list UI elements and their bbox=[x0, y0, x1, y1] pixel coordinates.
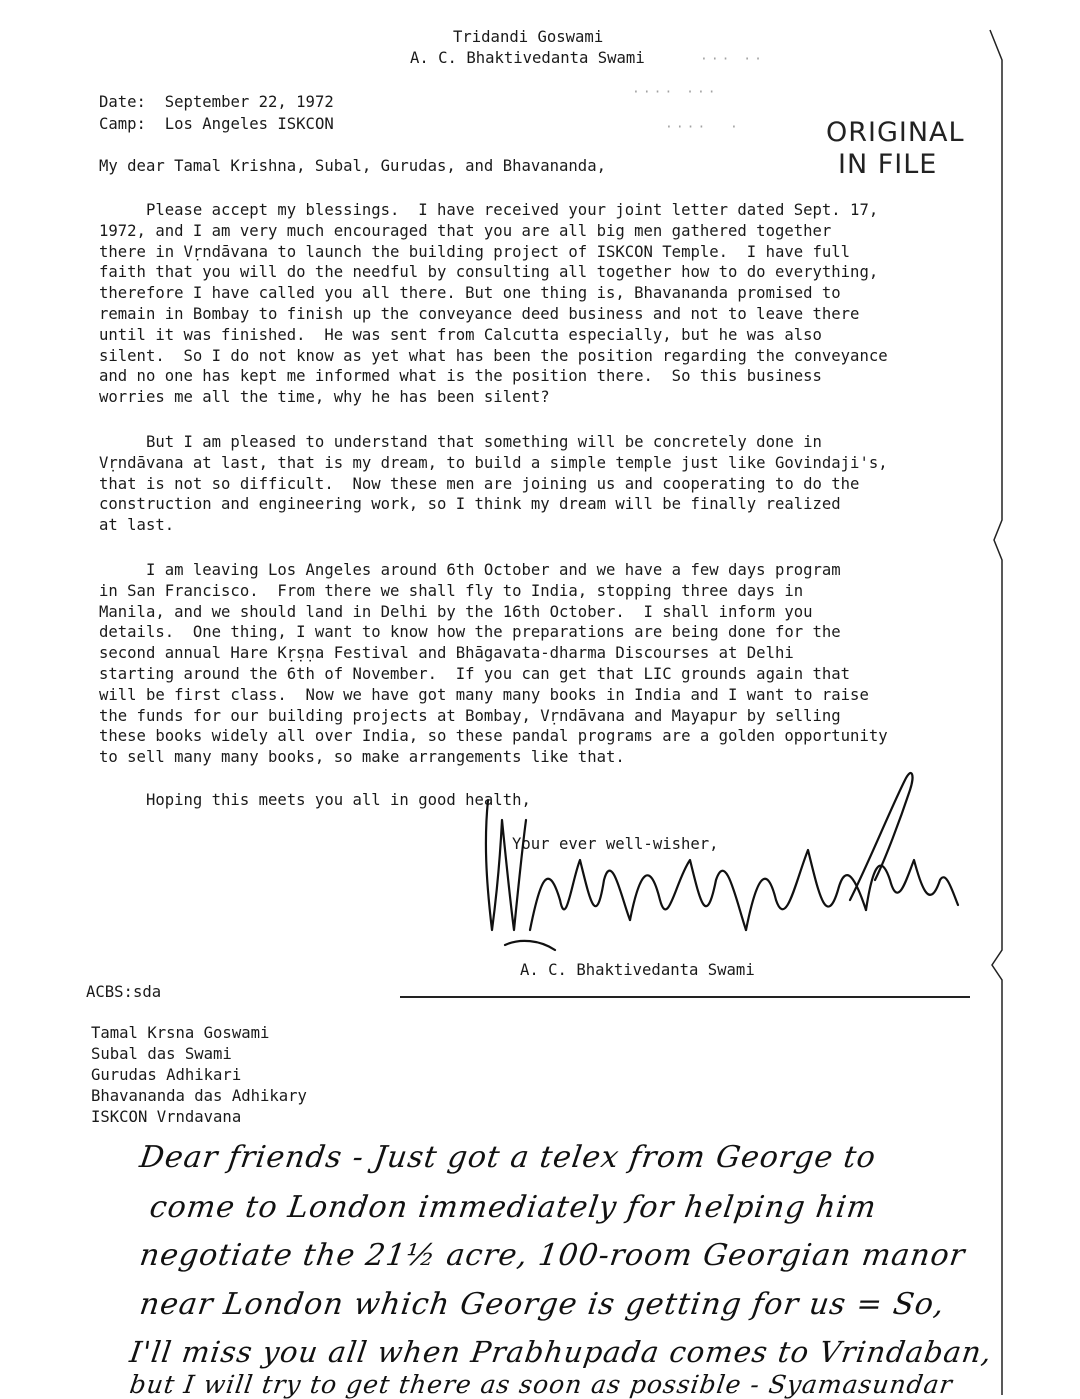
faded-stamp-mark: ···· ··· bbox=[632, 85, 719, 100]
cc-item: Tamal Krsna Goswami bbox=[91, 1024, 270, 1042]
closing-line: Hoping this meets you all in good health, bbox=[99, 791, 531, 809]
faded-stamp-mark: ··· ·· bbox=[700, 52, 765, 67]
cc-item: Subal das Swami bbox=[91, 1045, 232, 1063]
initials: ACBS:sda bbox=[86, 983, 162, 1001]
text-line: and no one has kept me informed what is the position there. So this business bbox=[99, 367, 822, 386]
text-line: I am leaving Los Angeles around 6th October and we have a few days program bbox=[99, 561, 841, 579]
handwritten-line: near London which George is getting for us = So, bbox=[137, 1287, 947, 1322]
handwritten-line: but I will try to get there as soon as possible - Syamasundar bbox=[127, 1370, 955, 1399]
text-line: 1972, and I am very much encouraged that you are all big men gathered together bbox=[99, 221, 832, 240]
text-line: therefore I have called you all there. But one thing is, Bhavananda promised to bbox=[99, 284, 841, 303]
handwritten-line: come to London immediately for helping him bbox=[147, 1190, 879, 1225]
text-line: Manila, and we should land in Delhi by the 16th October. I shall inform you bbox=[99, 602, 813, 621]
handwritten-line: Dear friends - Just got a telex from George to bbox=[137, 1140, 879, 1175]
text-line: at last. bbox=[99, 516, 175, 535]
text-line: Please accept my blessings. I have received your joint letter dated Sept. 17, bbox=[99, 201, 879, 219]
text-line: will be first class. Now we have got many many books in India and I want to raise bbox=[99, 685, 869, 704]
text-line: details. One thing, I want to know how the preparations are being done for the bbox=[99, 623, 841, 642]
text-line: silent. So I do not know as yet what has been the position regarding the conveyance bbox=[99, 346, 888, 365]
text-line: to sell many many books, so make arrangements like that. bbox=[99, 748, 625, 767]
valediction: Your ever well-wisher, bbox=[512, 835, 719, 853]
text-line: the funds for our building projects at Bombay, Vṛndāvana and Mayapur by selling bbox=[99, 706, 841, 725]
camp-value: Los Angeles ISKCON bbox=[164, 115, 334, 133]
camp-label: Camp: bbox=[99, 115, 146, 133]
text-line: there in Vṛndāvana to launch the building project of ISKCON Temple. I have full bbox=[99, 242, 851, 261]
text-line: construction and engineering work, so I think my dream will be finally realized bbox=[99, 495, 841, 514]
handwritten-line: negotiate the 21½ acre, 100-room Georgian manor bbox=[137, 1238, 968, 1273]
text-line: that is not so difficult. Now these men are joining us and cooperating to do the bbox=[99, 474, 860, 493]
text-line: starting around the 6th of November. If you can get that LIC grounds again that bbox=[99, 664, 851, 683]
cc-item: ISKCON Vrndavana bbox=[91, 1108, 242, 1126]
text-line: faith that you will do the needful by consulting all together how to do everything, bbox=[99, 263, 879, 282]
text-line: But I am pleased to understand that something will be concretely done in bbox=[99, 433, 822, 451]
cc-item: Bhavananda das Adhikary bbox=[91, 1087, 307, 1105]
letterhead-title: Tridandi Goswami bbox=[453, 28, 604, 46]
salutation: My dear Tamal Krishna, Subal, Gurudas, and Bhavananda, bbox=[99, 157, 606, 175]
text-line: until it was finished. He was sent from Calcutta especially, but he was also bbox=[99, 325, 822, 344]
text-line: these books widely all over India, so these pandal programs are a golden opportunity bbox=[99, 727, 888, 746]
date-label: Date: bbox=[99, 93, 146, 111]
signature-name: A. C. Bhaktivedanta Swami bbox=[520, 961, 755, 979]
cc-item: Gurudas Adhikari bbox=[91, 1066, 242, 1084]
handwritten-line: I'll miss you all when Prabhupada comes to Vrindaban, bbox=[127, 1335, 995, 1369]
in-file-stamp: IN FILE bbox=[838, 149, 938, 180]
text-line: worries me all the time, why he has been silent? bbox=[99, 388, 550, 407]
original-stamp: ORIGINAL bbox=[826, 117, 965, 148]
text-line: Vṛndāvana at last, that is my dream, to build a simple temple just like Govindaji's, bbox=[99, 453, 888, 472]
date-value: September 22, 1972 bbox=[164, 93, 334, 111]
text-line: remain in Bombay to finish up the conveyance deed business and not to leave there bbox=[99, 304, 860, 323]
text-line: in San Francisco. From there we shall fly to India, stopping three days in bbox=[99, 581, 804, 600]
letterhead-name: A. C. Bhaktivedanta Swami bbox=[410, 49, 645, 67]
text-line: second annual Hare Kṛṣṇa Festival and Bhāgavata-dharma Discourses at Delhi bbox=[99, 644, 794, 663]
faded-stamp-mark: ···· · bbox=[665, 120, 741, 135]
